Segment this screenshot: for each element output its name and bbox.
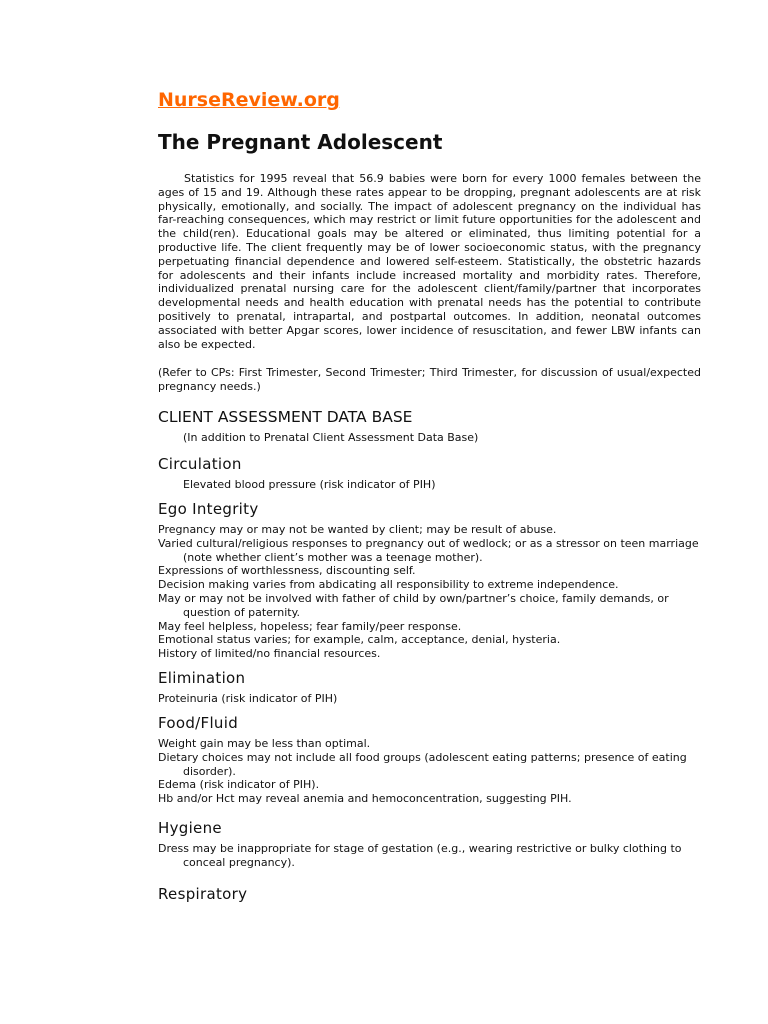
section-circulation (158, 455, 718, 492)
section-heading: Ego Integrity (158, 500, 259, 518)
list-item: Elevated blood pressure (risk indicator of PIH) (183, 478, 436, 491)
section-heading: Food/Fluid (158, 714, 239, 732)
section-hygiene (158, 819, 718, 870)
assessment-heading: CLIENT ASSESSMENT DATA BASE (158, 408, 413, 426)
section-respiratory (158, 885, 718, 908)
list-item: Decision making varies from abdicating all responsibility to extreme independence. (158, 578, 619, 592)
refer-note: (Refer to CPs: First Trimester, Second Trimester; Third Trimester, for discussion of usual/expected pregnancy needs.) (158, 366, 701, 393)
list-item: Edema (risk indicator of PIH). (158, 778, 320, 792)
list-item: May feel helpless, hopeless; fear family/peer response. (158, 619, 462, 633)
list-item: May or may not be involved with father of child by own/partner’s choice, family demands, or question of paternity. (158, 591, 669, 619)
section-elimination (158, 669, 718, 706)
list-item: Proteinuria (risk indicator of PIH) (158, 692, 338, 705)
list-item: Dress may be inappropriate for stage of gestation (e.g., wearing restrictive or bulky clothing to conceal pregnancy). (158, 842, 682, 869)
section-heading: Circulation (158, 455, 242, 473)
site-link[interactable]: NurseReview.org (158, 89, 340, 111)
list-item: History of limited/no financial resources. (158, 647, 381, 661)
section-ego-integrity (158, 500, 718, 661)
list-item: Pregnancy may or may not be wanted by client; may be result of abuse. (158, 523, 557, 536)
section-food-fluid (158, 714, 718, 806)
section-heading: Respiratory (158, 885, 248, 903)
list-item: Weight gain may be less than optimal. (158, 737, 371, 750)
page-title: The Pregnant Adolescent (158, 130, 443, 154)
list-item: Emotional status varies; for example, calm, acceptance, denial, hysteria. (158, 633, 561, 647)
section-heading: Hygiene (158, 819, 222, 837)
list-item: Hb and/or Hct may reveal anemia and hemoconcentration, suggesting PIH. (158, 792, 572, 806)
list-item: Dietary choices may not include all food groups (adolescent eating patterns; presence of eating disorder). (158, 750, 687, 778)
assessment-note: (In addition to Prenatal Client Assessment Data Base) (183, 431, 479, 444)
list-item: Varied cultural/religious responses to pregnancy out of wedlock; or as a stressor on teen marriage (note whether client’s mother was a teenage mother). (158, 536, 699, 564)
list-item: Expressions of worthlessness, discounting self. (158, 564, 416, 578)
section-heading: Elimination (158, 669, 246, 687)
intro-paragraph: Statistics for 1995 reveal that 56.9 babies were born for every 1000 females between the ages of 15 and 19. Although these rates appear to be dropping, pregnant adolescents are at risk physically, emotionally, and socially. The impact of adolescent pregnancy on the individual has far-reaching consequences, which may restrict or limit future opportunities for the adolescent and the child(ren). Educational goals may be altered or eliminated, thus limiting potential for a productive life. The client frequently may be of lower socioeconomic status, with the pregnancy perpetuating financial dependence and lowered self-esteem. Statistically, the obstetric hazards for adolescents and their infants include increased mortality and morbidity rates. Therefore, individualized prenatal nursing care for the adolescent client/family/partner that incorporates developmental needs and health education with prenatal needs has the potential to contribute positively to prenatal, intrapartal, and postpartal outcomes. In addition, neonatal outcomes associated with better Apgar scores, lower incidence of resuscitation, and fewer LBW infants can also be expected. (158, 172, 701, 351)
